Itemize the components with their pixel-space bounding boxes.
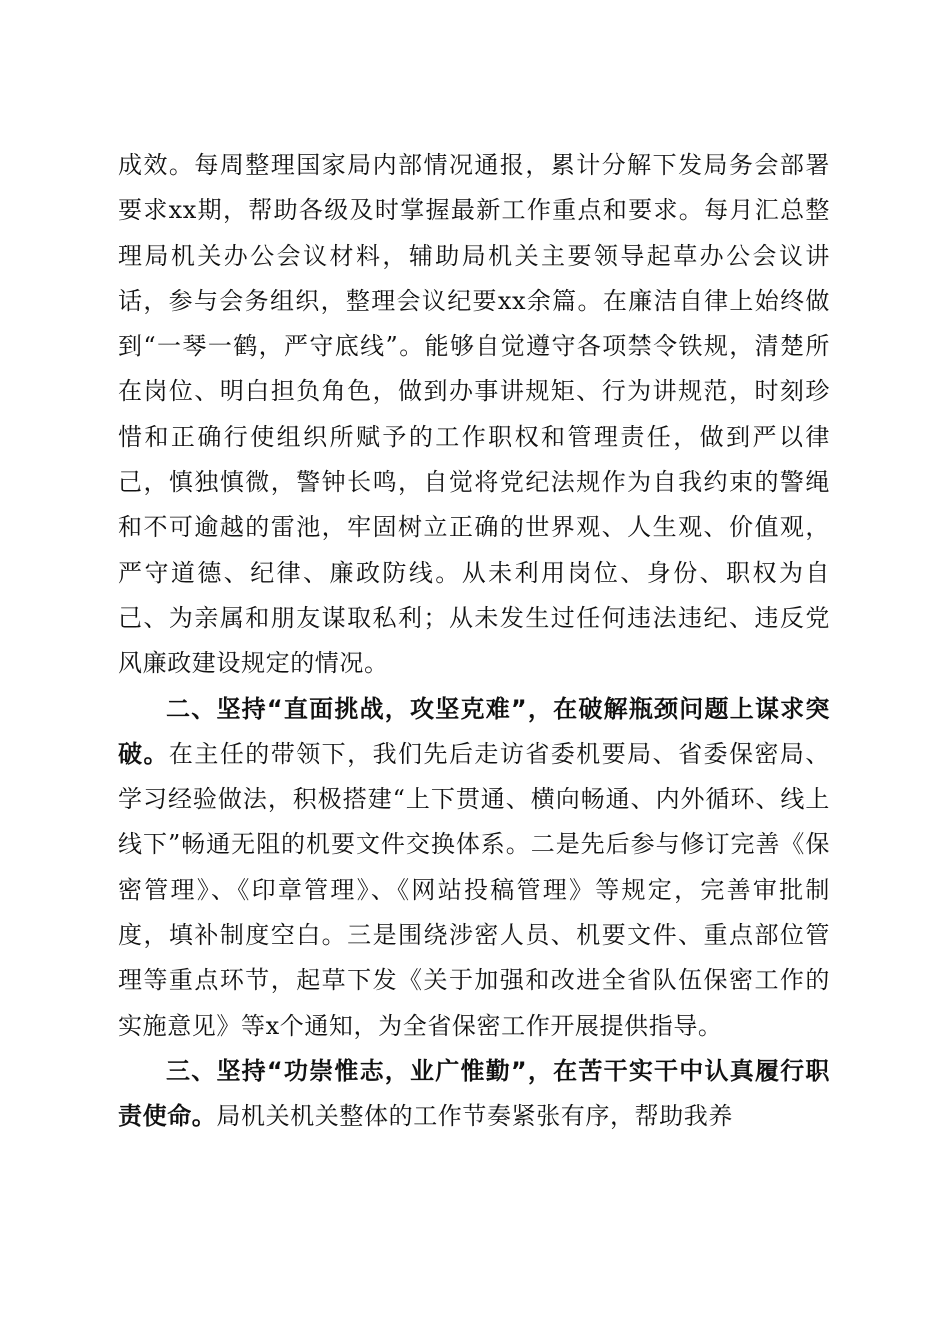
paragraph-body: 在主任的带领下，我们先后走访省委机要局、省委保密局、学习经验做法，积极搭建“上下贯通、横向畅通、内外循环、线上线下”畅通无阻的机要文件交换体系。二是先后参与修订完善《保密管理》、《印章管理》、《网站投稿管理》等规定，完善审批制度，填补制度空白。三是围绕涉密人员、机要文件、重点部位管理等重点环节，起草下发《关于加强和改进全省队伍保密工作的实施意见》等x个通知，为全省保密工作开展提供指导。: [118, 739, 830, 1040]
paragraph-section-two: [118, 687, 830, 1049]
paragraph-section-three: [118, 1049, 830, 1140]
paragraph-body: 局机关机关整体的工作节奏紧张有序，帮助我养: [216, 1102, 734, 1131]
document-body: [118, 143, 830, 1140]
section-heading: 二、坚持“直面挑战，攻坚克难”，在破解瓶颈问题上谋求突破。: [118, 694, 830, 768]
paragraph-achievements: [118, 143, 830, 687]
paragraph-body: 成效。每周整理国家局内部情况通报，累计分解下发局务会部署要求xx期，帮助各级及时掌握最新工作重点和要求。每月汇总整理局机关办公会议材料，辅助局机关主要领导起草办公会议讲话，参与会务组织，整理会议纪要xx余篇。在廉洁自律上始终做到“一琴一鹤，严守底线”。能够自觉遵守各项禁令铁规，清楚所在岗位、明白担负角色，做到办事讲规矩、行为讲规范，时刻珍惜和正确行使组织所赋予的工作职权和管理责任，做到严以律己，慎独慎微，警钟长鸣，自觉将党纪法规作为自我约束的警绳和不可逾越的雷池，牢固树立正确的世界观、人生观、价值观，严守道德、纪律、廉政防线。从未利用岗位、身份、职权为自己、为亲属和朋友谋取私利；从未发生过任何违法违纪、违反党风廉政建设规定的情况。: [118, 151, 830, 678]
section-heading: 三、坚持“功崇惟志，业广惟勤”，在苦干实干中认真履行职责使命。: [118, 1056, 830, 1131]
